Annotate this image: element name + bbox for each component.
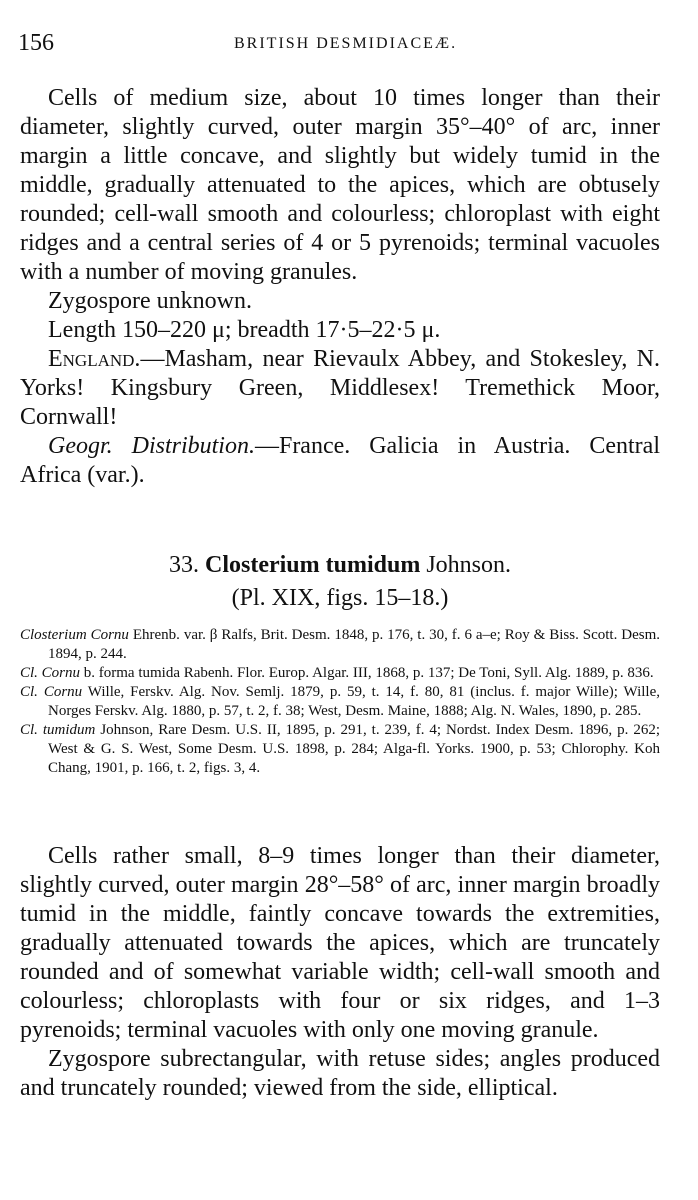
page-number: 156: [18, 30, 54, 56]
reference-taxon: Cl. Cornu: [20, 684, 83, 700]
section-1-measurements: Length 150–220 μ; breadth 17·5–22·5 μ.: [48, 317, 441, 343]
species-author: Johnson.: [426, 552, 512, 578]
reference-item: [20, 683, 660, 721]
section-2-zygospore: Zygospore subrectangular, with retuse sides; angles produced and truncately rounded; viewed from the side, elliptical.: [20, 1046, 660, 1101]
reference-item: [20, 626, 660, 664]
reference-citation: b. forma tumida Rabenh. Flor. Europ. Algar. III, 1868, p. 137; De Toni, Syll. Alg. 1889, p. 836.: [80, 665, 654, 681]
distribution-england: [20, 345, 660, 432]
reference-taxon: Cl. Cornu: [20, 665, 81, 681]
running-title: BRITISH DESMIDIACEÆ.: [234, 35, 458, 52]
reference-citation: Johnson, Rare Desm. U.S. II, 1895, p. 291, t. 239, f. 4; Nordst. Index Desm. 1896, p. 262; West & G. S. West, Some Desm. U.S. 1898, p. 284; Alga-fl. Yorks. 1900, p. 53; Chlorophy. Koh Chang, 1901, p. 166, t. 2, figs. 3, 4.: [48, 722, 660, 776]
section-1-zygospore: Zygospore unknown.: [48, 288, 252, 314]
distribution-geographic: [20, 432, 660, 490]
species-name: Closterium tumidum: [204, 552, 421, 578]
synonymy-references: [20, 626, 660, 778]
geogr-label: Geogr. Distribution.: [48, 433, 255, 459]
england-localities: —Masham, near Rievaulx Abbey, and Stokesley, N. Yorks! Kingsbury Green, Middlesex! Tremethick Moor, Cornwall!: [20, 346, 660, 430]
page-header: [18, 30, 680, 62]
reference-taxon: Cl. tumidum: [20, 722, 96, 738]
reference-item: [20, 721, 660, 778]
reference-citation: Ehrenb. var. β Ralfs, Brit. Desm. 1848, p. 176, t. 30, f. 6 a–e; Roy & Biss. Scott. Desm. 1894, p. 244.: [48, 627, 661, 662]
section-1: [20, 84, 660, 490]
reference-item: [20, 664, 660, 683]
geogr-localities: —France. Galicia in Austria. Central Africa (var.).: [20, 433, 660, 488]
section-2: [20, 842, 660, 1103]
section-1-description: Cells of medium size, about 10 times longer than their diameter, slightly curved, outer margin 35°–40° of arc, inner margin a little concave, and slightly but widely tumid in the middle, gradually attenuated to the apices, which are obtusely rounded; cell-wall smooth and colourless; chloroplast with eight ridges and a central series of 4 or 5 pyrenoids; terminal vacuoles with a number of moving granules.: [20, 85, 660, 285]
reference-taxon: Closterium Cornu: [20, 627, 129, 643]
species-title: [20, 552, 660, 579]
species-heading: [20, 552, 660, 622]
species-number: 33.: [168, 552, 199, 578]
section-2-description: Cells rather small, 8–9 times longer than their diameter, slightly curved, outer margin 28°–58° of arc, inner margin broadly tumid in the middle, faintly concave towards the extremities, gradually attenuated towards the apices, which are truncately rounded and of somewhat variable width; cell-wall smooth and colourless; chloroplasts with four or six ridges, and 1–3 pyrenoids; terminal vacuoles with only one moving granule.: [20, 843, 660, 1043]
reference-citation: Wille, Ferskv. Alg. Nov. Semlj. 1879, p. 59, t. 14, f. 80, 81 (inclus. f. major Wille); Wille, Norges Ferskv. Alg. 1880, p. 57, t. 2, f. 38; West, Desm. Maine, 1888; Alg. N. Wales, 1890, p. 285.: [48, 684, 660, 719]
plate-reference: (Pl. XIX, figs. 15–18.): [231, 585, 449, 611]
england-label: England.: [48, 346, 141, 372]
